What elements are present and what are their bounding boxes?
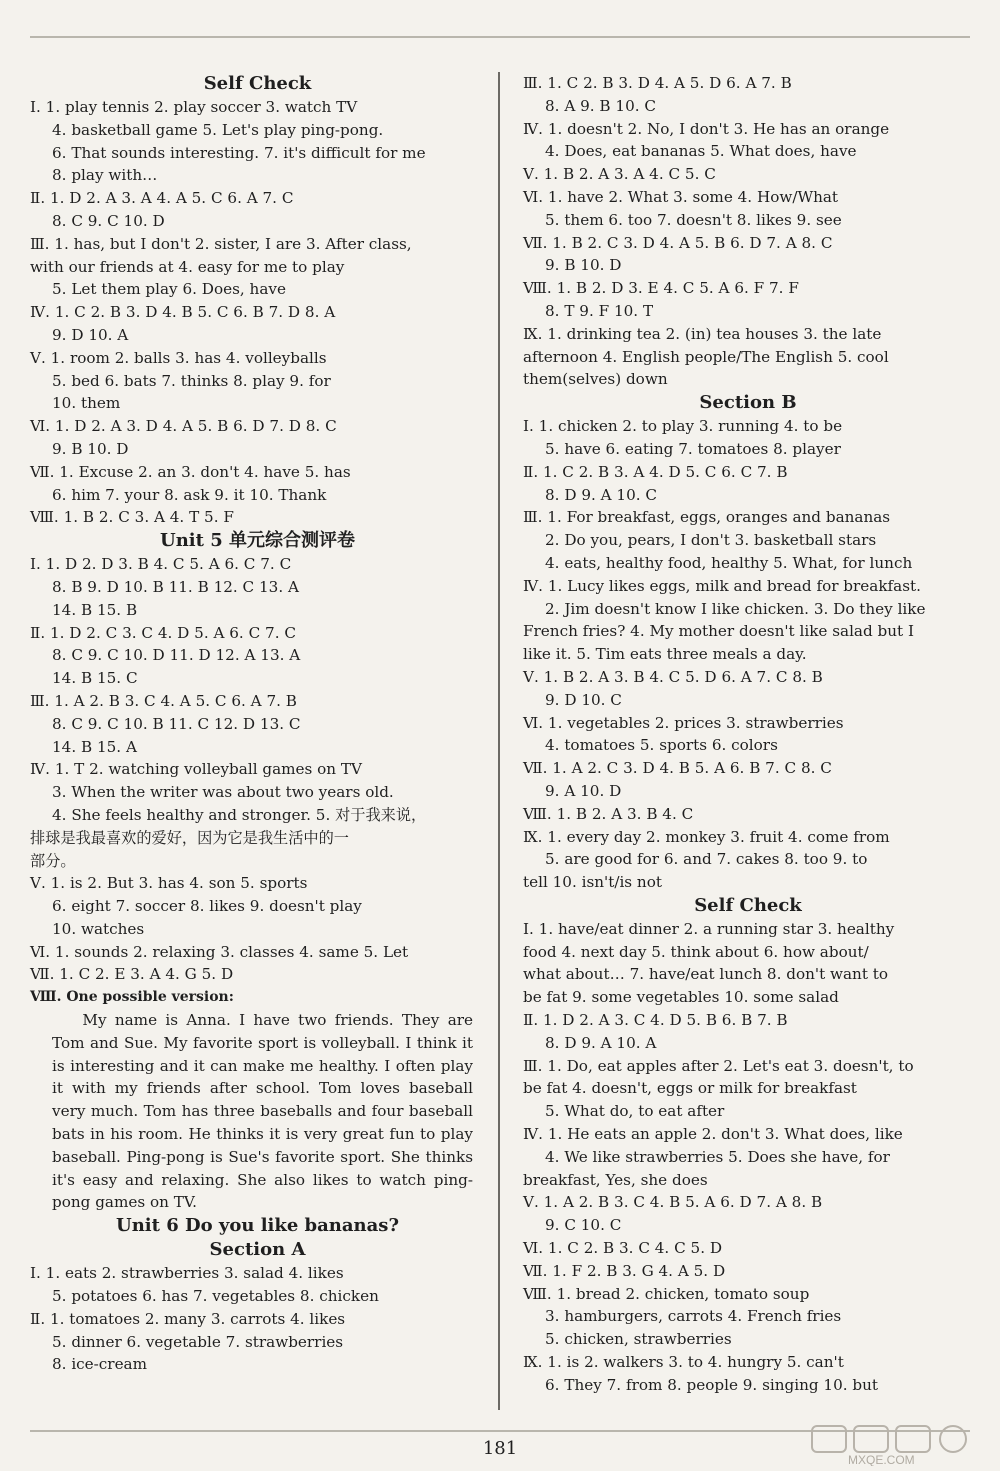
answer-line: 3. hamburgers, carrots 4. French fries <box>545 1307 842 1326</box>
answer-line: 8. ice-cream <box>52 1355 148 1374</box>
answer-line: Ⅰ. 1. have/eat dinner 2. a running star 3. healthy <box>523 919 895 938</box>
section-heading: Unit 5 单元综合测评卷 <box>160 530 355 552</box>
answer-line: 4. tomatoes 5. sports 6. colors <box>545 736 778 755</box>
column-divider <box>498 72 500 1410</box>
left-column <box>30 72 485 1376</box>
answer-line: 5. are good for 6. and 7. cakes 8. too 9. to <box>545 850 868 869</box>
answer-line: Ⅷ. 1. B 2. C 3. A 4. T 5. F <box>30 508 234 527</box>
answer-line: Ⅳ. 1. He eats an apple 2. don't 3. What does, like <box>523 1125 903 1144</box>
answer-line: Ⅵ. 1. sounds 2. relaxing 3. classes 4. same 5. Let <box>30 942 409 961</box>
answer-line: 8. C 9. C 10. D <box>52 211 165 230</box>
answer-line: Ⅲ. 1. For breakfast, eggs, oranges and bananas <box>523 508 891 527</box>
answer-line: 5. potatoes 6. has 7. vegetables 8. chicken <box>52 1287 379 1306</box>
answer-line: 4. Does, eat bananas 5. What does, have <box>545 142 857 161</box>
watermark-text: MXQE.COM <box>848 1453 915 1466</box>
answer-line: breakfast, Yes, she does <box>523 1170 708 1189</box>
answer-line: Ⅰ. 1. D 2. D 3. B 4. C 5. A 6. C 7. C <box>30 555 292 574</box>
answer-line: 排球是我最喜欢的爱好，因为它是我生活中的一 <box>30 828 349 847</box>
answer-line: 6. That sounds interesting. 7. it's difficult for me <box>52 143 426 162</box>
watermark-icon <box>808 1420 988 1466</box>
answer-line: Ⅴ. 1. room 2. balls 3. has 4. volleyballs <box>30 348 327 367</box>
answer-line: 8. A 9. B 10. C <box>545 96 657 115</box>
answer-line: Ⅱ. 1. D 2. A 3. C 4. D 5. B 6. B 7. B <box>523 1011 788 1030</box>
answer-line: 3. When the writer was about two years old. <box>52 783 394 802</box>
answer-line: Ⅱ. 1. C 2. B 3. A 4. D 5. C 6. C 7. B <box>523 462 788 481</box>
answer-line: them(selves) down <box>523 370 668 389</box>
answer-line: 4. basketball game 5. Let's play ping-pong. <box>52 120 384 139</box>
answer-line: Ⅵ. 1. have 2. What 3. some 4. How/What <box>523 187 839 206</box>
answer-line: Ⅳ. 1. C 2. B 3. D 4. B 5. C 6. B 7. D 8. A <box>30 303 336 322</box>
sample-essay: My name is Anna. I have two friends. They are Tom and Sue. My favorite sport is volleyball. I think it is interesting and it can make me healthy. I often play it with my friends after school. Tom loves baseball very much. Tom has three baseballs and four baseball bats in his room. He thinks it is very great fun to play baseball. Ping-pong is Sue's favorite sport. She thinks it's easy and relaxing. She also likes to watch ping-pong games on TV. <box>52 1011 473 1212</box>
answer-line: tell 10. isn't/is not <box>523 873 662 892</box>
answer-line: Ⅵ. 1. D 2. A 3. D 4. A 5. B 6. D 7. D 8. C <box>30 417 337 436</box>
answer-line: Ⅳ. 1. doesn't 2. No, I don't 3. He has an orange <box>523 119 890 138</box>
answer-line: Ⅸ. 1. is 2. walkers 3. to 4. hungry 5. can't <box>523 1353 844 1372</box>
answer-line: Ⅸ. 1. drinking tea 2. (in) tea houses 3. the late <box>523 324 882 343</box>
answer-line: 5. bed 6. bats 7. thinks 8. play 9. for <box>52 371 331 390</box>
answer-line: like it. 5. Tim eats three meals a day. <box>523 645 807 664</box>
answer-line: Ⅲ. 1. C 2. B 3. D 4. A 5. D 6. A 7. B <box>523 74 792 92</box>
answer-line: 9. D 10. A <box>52 325 129 344</box>
answer-line: Ⅱ. 1. D 2. A 3. A 4. A 5. C 6. A 7. C <box>30 189 294 208</box>
answer-line: Ⅳ. 1. T 2. watching volleyball games on TV <box>30 760 363 779</box>
answer-line: afternoon 4. English people/The English 5. cool <box>523 347 889 366</box>
answer-line: 10. watches <box>52 919 145 938</box>
answer-line: 2. Jim doesn't know I like chicken. 3. Do they like <box>545 599 926 618</box>
answer-line: Ⅳ. 1. Lucy likes eggs, milk and bread for breakfast. <box>523 576 921 595</box>
answer-line: Ⅴ. 1. B 2. A 3. A 4. C 5. C <box>523 165 716 184</box>
answer-line: 14. B 15. B <box>52 600 138 619</box>
answer-line: 部分。 <box>30 851 76 870</box>
answer-line: 8. play with… <box>52 166 158 185</box>
answer-line: 4. eats, healthy food, healthy 5. What, for lunch <box>545 553 913 572</box>
answer-line: Ⅶ. 1. C 2. E 3. A 4. G 5. D <box>30 965 234 984</box>
answer-line: Ⅰ. 1. play tennis 2. play soccer 3. watch TV <box>30 98 358 116</box>
answer-line: Ⅱ. 1. D 2. C 3. C 4. D 5. A 6. C 7. C <box>30 623 296 642</box>
answer-line: 9. B 10. D <box>52 439 129 458</box>
section-heading: Section B <box>699 392 797 414</box>
answer-line: 5. What do, to eat after <box>545 1102 725 1121</box>
answer-line: 4. She feels healthy and stronger. 5. 对于我来说， <box>52 805 427 824</box>
answer-line: 10. them <box>52 394 121 413</box>
answer-line: 8. B 9. D 10. B 11. B 12. C 13. A <box>52 577 299 596</box>
answer-line: be fat 9. some vegetables 10. some salad <box>523 988 839 1007</box>
answer-line: 9. B 10. D <box>545 256 622 275</box>
answer-line: Ⅴ. 1. A 2. B 3. C 4. B 5. A 6. D 7. A 8. B <box>523 1193 823 1212</box>
answer-line: 8. C 9. C 10. D 11. D 12. A 13. A <box>52 646 301 665</box>
section-heading: Self Check <box>694 894 802 916</box>
answer-line: Ⅸ. 1. every day 2. monkey 3. fruit 4. come from <box>523 827 890 846</box>
answer-line: Ⅵ. 1. C 2. B 3. C 4. C 5. D <box>523 1239 723 1258</box>
answer-line: 5. dinner 6. vegetable 7. strawberries <box>52 1332 344 1351</box>
answer-line: Ⅷ. 1. B 2. A 3. B 4. C <box>523 804 694 823</box>
answer-line: be fat 4. doesn't, eggs or milk for breakfast <box>523 1079 857 1098</box>
answer-line: with our friends at 4. easy for me to play <box>30 257 345 276</box>
answer-line: French fries? 4. My mother doesn't like salad but I <box>523 622 914 641</box>
answer-line: 9. C 10. C <box>545 1216 622 1235</box>
answer-line: Ⅲ. 1. A 2. B 3. C 4. A 5. C 6. A 7. B <box>30 691 297 710</box>
answer-line: Ⅶ. 1. A 2. C 3. D 4. B 5. A 6. B 7. C 8. C <box>523 759 832 778</box>
answer-line: 2. Do you, pears, I don't 3. basketball stars <box>545 531 877 550</box>
answer-line: Ⅷ. 1. B 2. D 3. E 4. C 5. A 6. F 7. F <box>523 279 799 298</box>
answer-line: Ⅶ. 1. B 2. C 3. D 4. A 5. B 6. D 7. A 8. C <box>523 233 833 252</box>
answer-line: 5. them 6. too 7. doesn't 8. likes 9. see <box>545 210 842 229</box>
answer-line: 9. D 10. C <box>545 690 622 709</box>
answer-line: 5. Let them play 6. Does, have <box>52 280 286 299</box>
answer-line: food 4. next day 5. think about 6. how about/ <box>523 942 869 961</box>
answer-line: 5. chicken, strawberries <box>545 1330 732 1349</box>
answer-line: Ⅴ. 1. B 2. A 3. B 4. C 5. D 6. A 7. C 8. B <box>523 667 823 686</box>
answer-line: 8. C 9. C 10. B 11. C 12. D 13. C <box>52 714 301 733</box>
answer-line: Ⅶ. 1. F 2. B 3. G 4. A 5. D <box>523 1261 726 1280</box>
answer-line: 6. They 7. from 8. people 9. singing 10. but <box>545 1375 879 1394</box>
answer-line: 6. him 7. your 8. ask 9. it 10. Thank <box>52 485 327 504</box>
answer-line: 8. D 9. A 10. A <box>545 1033 657 1052</box>
page-number: 181 <box>482 1438 518 1459</box>
answer-line: Ⅱ. 1. tomatoes 2. many 3. carrots 4. likes <box>30 1309 346 1328</box>
answer-line: Ⅴ. 1. is 2. But 3. has 4. son 5. sports <box>30 874 308 893</box>
sample-label: Ⅷ. One possible version: <box>30 989 234 1006</box>
answer-line: 6. eight 7. soccer 8. likes 9. doesn't play <box>52 897 362 916</box>
top-rule <box>30 36 970 38</box>
answer-line: 8. D 9. A 10. C <box>545 485 658 504</box>
answer-line: 8. T 9. F 10. T <box>545 301 654 320</box>
answer-line: Ⅰ. 1. eats 2. strawberries 3. salad 4. likes <box>30 1264 344 1283</box>
answer-line: Ⅰ. 1. chicken 2. to play 3. running 4. to be <box>523 417 843 436</box>
answer-line: 14. B 15. C <box>52 669 138 688</box>
answer-line: Ⅲ. 1. Do, eat apples after 2. Let's eat 3. doesn't, to <box>523 1056 914 1075</box>
answer-line: 5. have 6. eating 7. tomatoes 8. player <box>545 439 841 458</box>
answer-line: 4. We like strawberries 5. Does she have, for <box>545 1147 890 1166</box>
answer-line: Ⅵ. 1. vegetables 2. prices 3. strawberries <box>523 713 844 732</box>
answer-line: Ⅲ. 1. has, but I don't 2. sister, I are 3. After class, <box>30 234 412 253</box>
answer-line: Ⅶ. 1. Excuse 2. an 3. don't 4. have 5. has <box>30 462 351 481</box>
answer-line: Ⅷ. 1. bread 2. chicken, tomato soup <box>523 1284 810 1303</box>
section-heading: Unit 6 Do you like bananas? <box>116 1215 399 1237</box>
section-heading: Section A <box>209 1239 306 1261</box>
section-heading: Self Check <box>203 73 312 94</box>
answer-line: 9. A 10. D <box>545 781 622 800</box>
answer-line: 14. B 15. A <box>52 737 137 756</box>
answer-line: what about… 7. have/eat lunch 8. don't want to <box>523 965 889 984</box>
right-column <box>523 72 973 1397</box>
watermark-logo <box>808 1420 988 1466</box>
